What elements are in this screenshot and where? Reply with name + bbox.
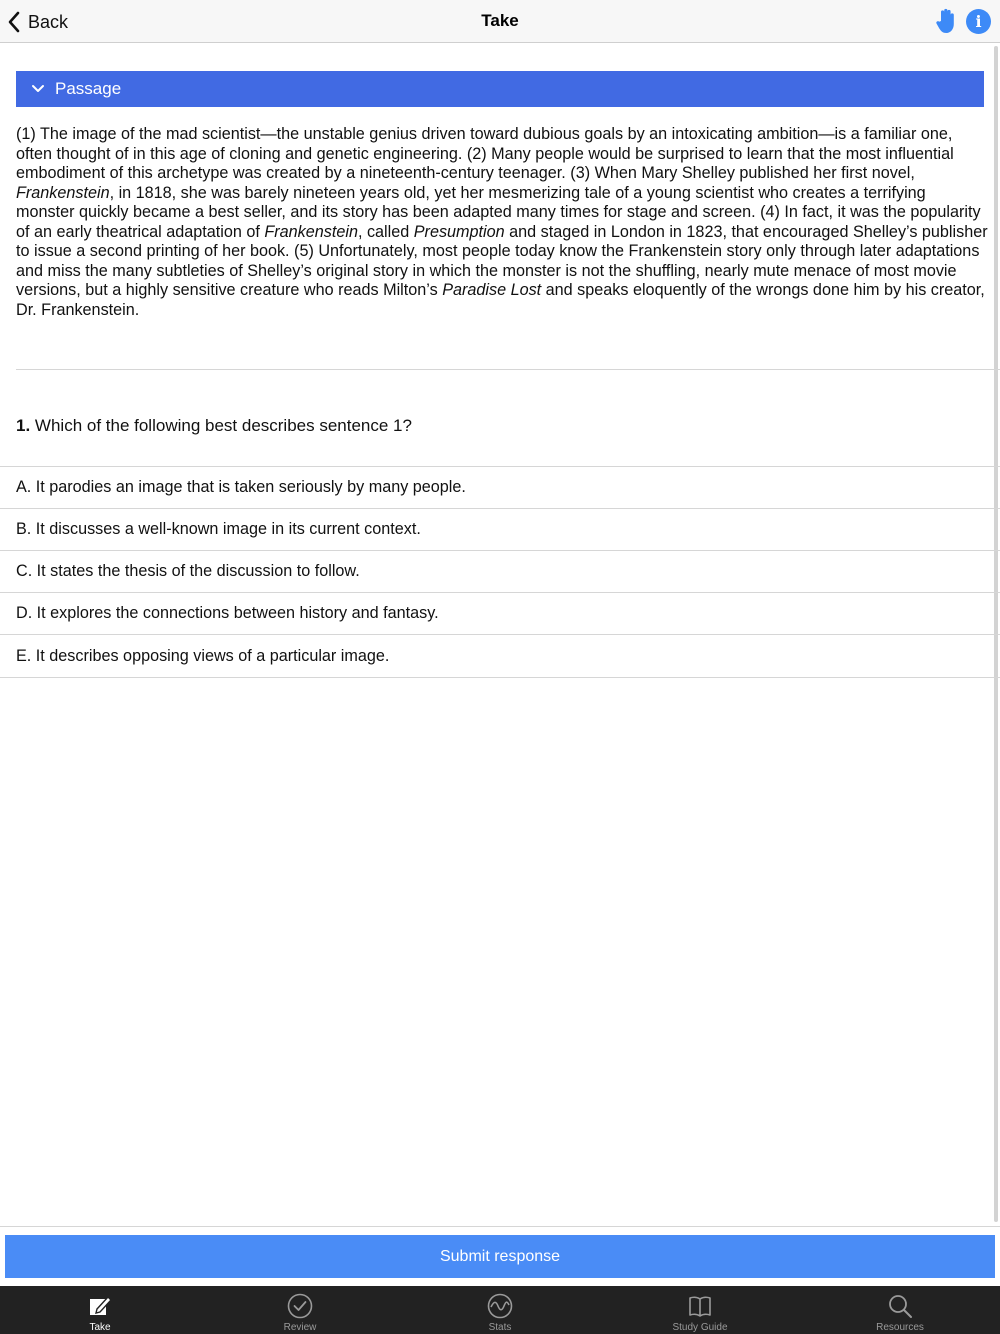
passage-toggle[interactable] — [16, 71, 984, 107]
passage-segment: , called — [357, 222, 414, 241]
passage-segment-italic: Paradise Lost — [442, 281, 542, 299]
tab-label: Stats — [488, 1322, 512, 1333]
passage-segment-italic: Presumption — [413, 222, 505, 241]
tab-resources[interactable] — [800, 1286, 1000, 1334]
answer-choice-e[interactable]: E. It describes opposing views of a particular image. — [0, 634, 1000, 678]
passage-segment-italic: Frankenstein — [264, 222, 358, 241]
check-circle-icon — [286, 1292, 314, 1320]
wave-circle-icon — [486, 1292, 514, 1320]
page-title: Take — [481, 11, 519, 30]
passage-segment: (1) The image of the mad scientist—the unstable genius driven toward dubious goals by an intoxicating ambition—is a familiar one, often thought of in this age of cloning and genetic engineering. (2) Many people would be surprised to learn that the most influential embodiment of this archetype was created by a nineteenth-century teenager. (3) When Mary Shelley published her first novel, — [16, 125, 954, 182]
passage-segment-italic: Frankenstein — [16, 183, 110, 202]
tab-bar — [0, 1286, 1000, 1334]
answer-choice-b[interactable]: B. It discusses a well-known image in its current context. — [0, 508, 1000, 550]
info-icon[interactable]: i — [966, 9, 991, 34]
passage-segment: and staged in London in 1823, that encouraged Shelley’s publisher to issue a second printing of her book. (5) Unfortunately, most people today know the Frankenstein story only through later adaptations and miss the many subtleties of Shelley’s original story in which the monster is not the shuffling, nearly mute menace of most movie versions, but a highly sensitive creature who reads Milton’s — [16, 222, 988, 299]
submit-response-button[interactable]: Submit response — [5, 1235, 995, 1278]
answer-choices — [0, 466, 1000, 678]
passage-text — [16, 125, 988, 320]
passage-divider — [16, 369, 1000, 370]
question-text: Which of the following best describes sentence 1? — [34, 416, 412, 435]
tab-take[interactable] — [0, 1286, 200, 1334]
passage-segment: and speaks eloquently of the wrongs done him by his creator, Dr. Frankenstein. — [16, 281, 985, 319]
tab-study-guide[interactable] — [600, 1286, 800, 1334]
pencil-edit-icon — [86, 1292, 114, 1320]
tab-label: Resources — [876, 1322, 924, 1333]
book-icon — [686, 1292, 714, 1320]
tab-stats[interactable] — [400, 1286, 600, 1334]
answer-choice-d[interactable]: D. It explores the connections between history and fantasy. — [0, 592, 1000, 634]
magnifier-icon — [886, 1292, 914, 1320]
chevron-down-icon — [31, 84, 45, 94]
tab-label: Take — [89, 1322, 111, 1333]
question-number: 1. — [16, 416, 31, 435]
passage-segment: , in 1818, she was barely nineteen years old, yet her mesmerizing tale of a young scientist who creates a terrifying monster quickly became a best seller, and its story has been adapted many times for stage and screen. (4) In fact, it was the popularity of an early theatrical adaptation of — [16, 183, 981, 241]
tab-review[interactable] — [200, 1286, 400, 1334]
question-prompt — [16, 416, 412, 436]
tab-label: Study Guide — [672, 1322, 728, 1333]
navigation-bar — [0, 0, 1000, 43]
answer-choice-a[interactable]: A. It parodies an image that is taken seriously by many people. — [0, 466, 1000, 508]
passage-header-label: Passage — [55, 79, 122, 98]
answer-choice-c[interactable]: C. It states the thesis of the discussion to follow. — [0, 550, 1000, 592]
back-label: Back — [28, 11, 69, 32]
tab-label: Review — [283, 1322, 317, 1333]
raised-hand-icon[interactable] — [934, 7, 960, 35]
submit-divider — [0, 1226, 1000, 1227]
